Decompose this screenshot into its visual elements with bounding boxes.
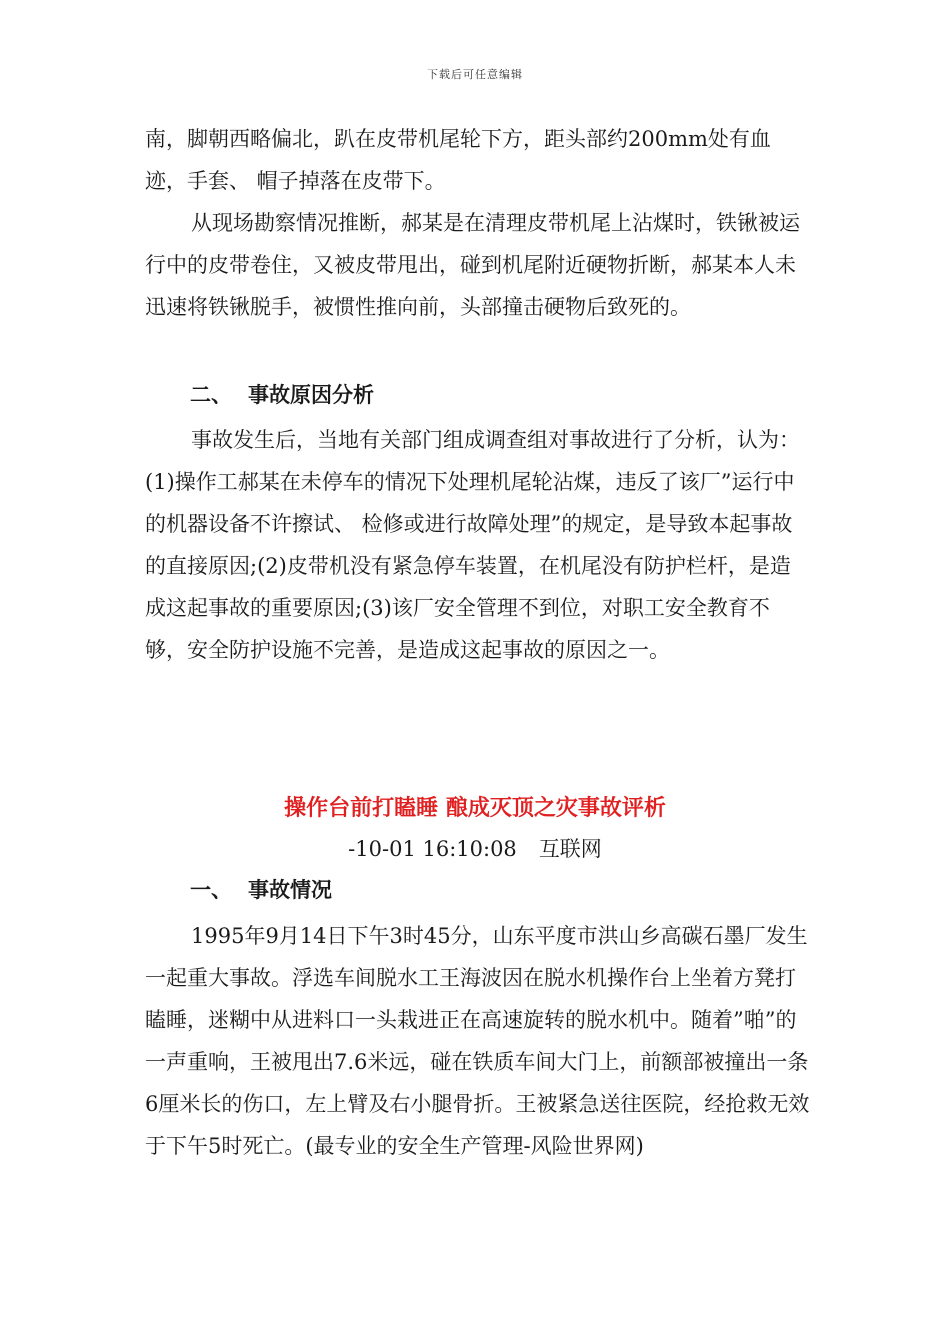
section-heading-accident-situation [190,875,332,905]
section-number: 二、 [190,383,232,407]
section-number: 一、 [190,878,232,902]
section-title: 事故原因分析 [248,383,374,407]
article-title: 操作台前打瞌睡 酿成灭顶之灾事故评析 [284,795,666,821]
article-source: 互联网 [538,837,602,861]
article-meta [0,834,950,864]
article-date: -10-01 16:10:08 [348,837,517,861]
paragraph-accident-situation: 1995年9月14日下午3时45分，山东平度市洪山乡高碳石墨厂发生一起重大事故。浮选车间脱水工王海波因在脱水机操作台上坐着方凳打瞌睡，迷糊中从进料口一头栽进正在高速旋转的脱水机中。随着”啪”的一声重响，王被甩出7.6米远，碰在铁质车间大门上，前额部被撞出一条6厘米长的伤口，左上臂及右小腿骨折。王被紧急送往医院，经抢救无效于下午5时死亡。(最专业的安全生产管理-风险世界网) [145,924,810,1158]
paragraph-inference: 从现场勘察情况推断，郝某是在清理皮带机尾上沾煤时，铁锹被运行中的皮带卷住，又被皮带甩出，碰到机尾附近硬物折断，郝某本人未迅速将铁锹脱手，被惯性推向前，头部撞击硬物后致死的。 [145,211,800,319]
paragraph-cause-analysis: 事故发生后，当地有关部门组成调查组对事故进行了分析，认为：(1)操作工郝某在未停车的情况下处理机尾轮沾煤，违反了该厂”运行中的机器设备不许擦试、 检修或进行故障处理”的规定，是导致本起事故的直接原因;(2)皮带机没有紧急停车装置，在机尾没有防护栏杆，是造成这起事故的重要原因;(3)该厂安全管理不到位，对职工安全教育不够，安全防护设施不完善，是造成这起事故的原因之一。 [145,428,800,662]
section-heading-cause-analysis [190,380,374,410]
section-title: 事故情况 [248,878,332,902]
page-header: 下载后可任意编辑 [427,68,523,81]
paragraph-location: 南，脚朝西略偏北，趴在皮带机尾轮下方，距头部约200mm处有血迹，手套、 帽子掉落在皮带下。 [145,127,771,193]
